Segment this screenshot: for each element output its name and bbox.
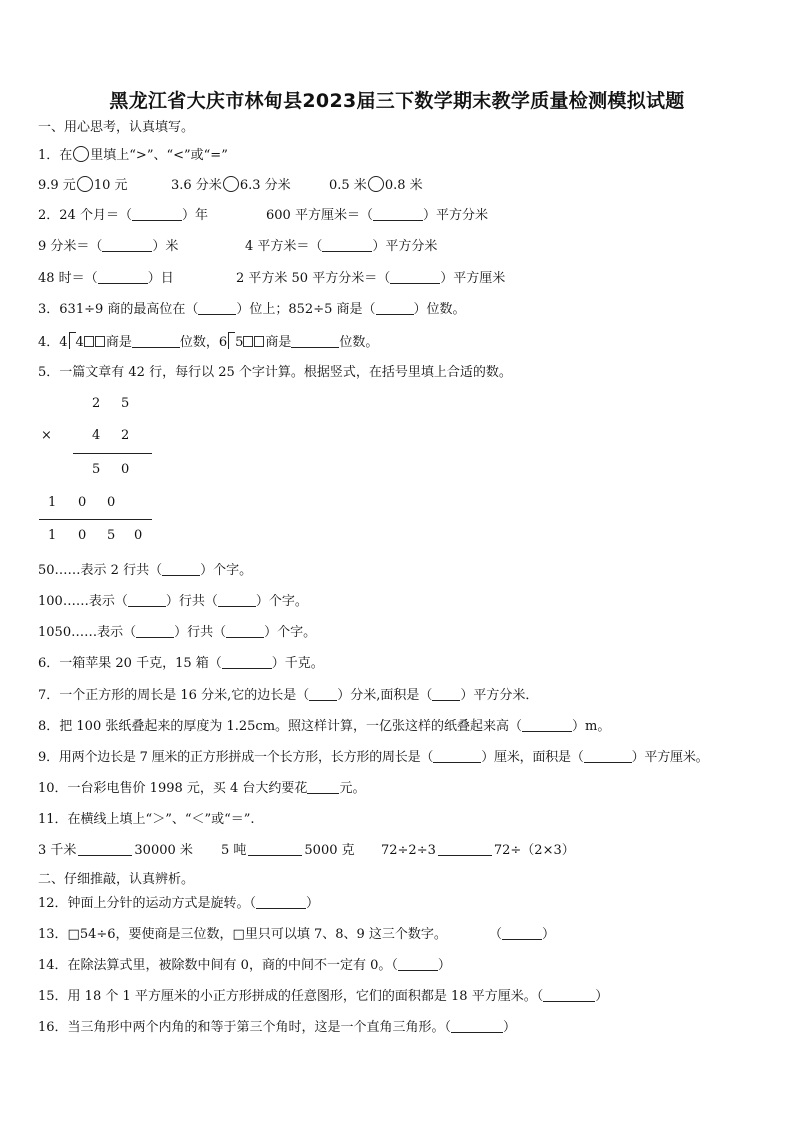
q5b-text-b: ）行共（: [165, 594, 218, 609]
answer-blank[interactable]: [307, 781, 339, 794]
answer-blank[interactable]: [543, 989, 595, 1002]
q1-c-left: 0.5 米: [329, 178, 367, 193]
q2b-text-b: 4 平方米＝（: [245, 239, 323, 254]
question-4: [38, 332, 378, 352]
question-9: [38, 749, 708, 767]
q16-text-b: ）: [503, 1020, 517, 1035]
answer-blank[interactable]: [162, 563, 200, 576]
q12-text-a: 12．钟面上分针的运动方式是旋转。（: [38, 896, 257, 911]
q1-text-b: 里填上“>”、“<”或“=”: [90, 148, 228, 163]
q15-text-b: ）: [595, 989, 609, 1004]
answer-blank[interactable]: [102, 239, 152, 252]
q16-text-a: 16．当三角形中两个内角的和等于第三个角时，这是一个直角三角形。（: [38, 1020, 452, 1035]
q1-c-right: 0.8 米: [384, 178, 423, 193]
q2b-text-a: 9 分米＝（: [38, 239, 103, 254]
q13-text-c: ）: [542, 927, 556, 942]
question-15: [38, 988, 608, 1006]
q11-a-left: 3 千米: [38, 843, 77, 858]
answer-blank[interactable]: [398, 958, 438, 971]
digit-box-icon: [84, 336, 94, 347]
question-5c: [38, 624, 316, 642]
q2b-text-a2: ）米: [152, 239, 179, 254]
answer-blank[interactable]: [522, 719, 572, 732]
question-8: [38, 718, 610, 736]
question-14: [38, 957, 451, 975]
compare-circle[interactable]: [368, 176, 384, 192]
q4-text-a: 4．4: [38, 335, 68, 350]
question-11: 11．在横线上填上“＞”、“＜”或“＝”.: [38, 812, 255, 827]
question-10: [38, 780, 365, 798]
q8-text-b: ）m。: [572, 719, 611, 734]
answer-blank[interactable]: [78, 843, 132, 856]
q4-text-c: 位数，6: [179, 335, 228, 350]
answer-blank[interactable]: [98, 271, 148, 284]
question-3: [38, 301, 466, 319]
answer-blank[interactable]: [132, 208, 182, 221]
question-2-row-2: [38, 238, 758, 256]
q2-text-b: 600 平方厘米＝（: [266, 208, 373, 223]
answer-blank[interactable]: [390, 271, 440, 284]
question-12: [38, 895, 319, 913]
q2b-text-b2: ）平方分米: [372, 239, 438, 254]
q4-text-d: 商是: [265, 335, 292, 350]
answer-blank[interactable]: [218, 594, 256, 607]
q9-text-c: ）平方厘米。: [631, 750, 709, 765]
answer-blank[interactable]: [433, 750, 481, 763]
q11-a-right: 30000 米: [134, 843, 193, 858]
q6-text-a: 6．一箱苹果 20 千克，15 箱（: [38, 656, 222, 671]
vm-digit: 2: [92, 396, 101, 411]
question-6: [38, 655, 324, 673]
q5c-text-c: ）个字。: [264, 625, 317, 640]
answer-blank[interactable]: [222, 656, 272, 669]
q13-text-b: （: [489, 927, 503, 942]
vm-digit: 5: [107, 528, 116, 543]
compare-circle[interactable]: [223, 176, 239, 192]
q2-text-a: 2．24 个月＝（: [38, 208, 132, 223]
q4-text-e: 位数。: [339, 335, 379, 350]
section-heading-1: 一、用心思考，认真填写。: [38, 120, 195, 135]
q3-text-c: ）位数。: [413, 302, 466, 317]
q14-text-a: 14．在除法算式里，被除数中间有 0，商的中间不一定有 0。（: [38, 958, 398, 973]
answer-blank[interactable]: [226, 625, 264, 638]
question-13: [38, 926, 758, 944]
q11-c-right: 72÷（2×3）: [493, 843, 575, 858]
q5b-text-a: 100……表示（: [38, 594, 128, 609]
q1-a-right: 10 元: [93, 178, 128, 193]
answer-blank[interactable]: [376, 302, 414, 315]
answer-blank[interactable]: [309, 688, 337, 701]
vm-digit: 2: [121, 428, 130, 443]
compare-circle[interactable]: [73, 146, 89, 162]
question-5: 5．一篇文章有 42 行，每行以 25 个字计算。根据竖式，在括号里填上合适的数。: [38, 365, 512, 380]
q7-text-b: ）分米,面积是（: [337, 688, 433, 703]
q1-a-left: 9.9 元: [38, 178, 76, 193]
division-bracket-icon: [69, 332, 76, 349]
q13-text-a: 13．□54÷6，要使商是三位数，□里只可以填 7、8、9 这三个数字。: [38, 927, 447, 942]
q1-b-left: 3.6 分米: [171, 178, 222, 193]
answer-blank[interactable]: [128, 594, 166, 607]
question-5a: [38, 562, 252, 580]
answer-blank[interactable]: [438, 843, 492, 856]
vm-digit: 1: [48, 495, 57, 510]
answer-blank[interactable]: [432, 688, 460, 701]
q5a-text-b: ）个字。: [200, 563, 253, 578]
q15-text-a: 15．用 18 个 1 平方厘米的小正方形拼成的任意图形，它们的面积都是 18 平方厘米。（: [38, 989, 544, 1004]
q1-b-right: 6.3 分米: [239, 178, 291, 193]
vm-digit: 0: [134, 528, 143, 543]
q2c-text-b: 2 平方米 50 平方分米＝（: [236, 271, 391, 286]
answer-blank[interactable]: [373, 208, 423, 221]
question-16: [38, 1019, 516, 1037]
q2c-text-a: 48 时＝（: [38, 271, 98, 286]
q7-text-a: 7．一个正方形的周长是 16 分米,它的边长是（: [38, 688, 310, 703]
vm-digit: 1: [48, 528, 57, 543]
q3-text-a: 3．631÷9 商的最高位在（: [38, 302, 199, 317]
question-1-row: [38, 176, 758, 194]
question-1: [38, 146, 228, 165]
answer-blank[interactable]: [198, 302, 236, 315]
digit-box-icon: [243, 336, 253, 347]
vm-digit: 0: [78, 495, 87, 510]
vm-digit: 0: [121, 462, 130, 477]
answer-blank[interactable]: [584, 750, 632, 763]
compare-circle[interactable]: [77, 176, 93, 192]
section-heading-2: 二、仔细推敲，认真辨析。: [38, 872, 195, 887]
answer-blank[interactable]: [451, 1020, 503, 1033]
q4-dividend-digit: 4: [75, 335, 84, 350]
vm-digit: 0: [78, 528, 87, 543]
digit-box-icon: [254, 336, 264, 347]
question-5b: [38, 593, 308, 611]
q2c-text-a2: ）日: [147, 271, 174, 286]
answer-blank[interactable]: [136, 625, 174, 638]
q5a-text-a: 50……表示 2 行共（: [38, 563, 163, 578]
q9-text-b: ）厘米，面积是（: [481, 750, 584, 765]
q7-text-c: ）平方分米．: [460, 688, 539, 703]
question-7: [38, 687, 538, 705]
q1-item-a: [38, 176, 128, 195]
q2c-text-b2: ）平方厘米: [440, 271, 506, 286]
vm-digit: 0: [107, 495, 116, 510]
q2-text-b2: ）平方分米: [422, 208, 488, 223]
page-title: 黑龙江省大庆市林甸县2023届三下数学期末教学质量检测模拟试题: [109, 90, 685, 112]
q1-item-b: [171, 176, 291, 195]
answer-blank[interactable]: [248, 843, 302, 856]
q10-text-a: 10．一台彩电售价 1998 元，买 4 台大约要花: [38, 781, 308, 796]
vm-digit: 5: [92, 462, 101, 477]
q4-text-b: 商是: [105, 335, 132, 350]
times-sign: ×: [41, 428, 52, 443]
answer-blank[interactable]: [502, 927, 542, 940]
q5c-text-b: ）行共（: [174, 625, 227, 640]
digit-box-icon: [95, 336, 105, 347]
q11-c-left: 72÷2÷3: [381, 843, 436, 858]
q12-text-b: ）: [306, 896, 320, 911]
q5c-text-a: 1050……表示（: [38, 625, 137, 640]
question-2-row-3: [38, 270, 758, 288]
answer-blank[interactable]: [256, 896, 306, 909]
q1-item-c: [329, 176, 423, 195]
q4-dividend-digit-2: 5: [235, 335, 244, 350]
answer-blank[interactable]: [291, 335, 339, 348]
vm-digit: 5: [121, 396, 130, 411]
q5b-text-c: ）个字。: [255, 594, 308, 609]
q11-b-right: 5000 克: [304, 843, 355, 858]
vm-rule: [39, 519, 152, 520]
question-2: [38, 207, 758, 225]
q11-b-left: 5 吨: [221, 843, 247, 858]
question-11-row: [38, 842, 758, 860]
q2-text-a2: ）年: [181, 208, 208, 223]
q1-text-a: 1．在: [38, 148, 73, 163]
vm-digit: 4: [92, 428, 101, 443]
q9-text-a: 9．用两个边长是 7 厘米的正方形拼成一个长方形，长方形的周长是（: [38, 750, 434, 765]
answer-blank[interactable]: [322, 239, 372, 252]
q8-text-a: 8．把 100 张纸叠起来的厚度为 1.25cm。照这样计算，一亿张这样的纸叠起来高（: [38, 719, 523, 734]
q14-text-b: ）: [437, 958, 451, 973]
q6-text-b: ）千克。: [271, 656, 324, 671]
q3-text-b: ）位上；852÷5 商是（: [236, 302, 376, 317]
q10-text-b: 元。: [339, 781, 366, 796]
answer-blank[interactable]: [132, 335, 180, 348]
vm-rule: [73, 453, 152, 454]
